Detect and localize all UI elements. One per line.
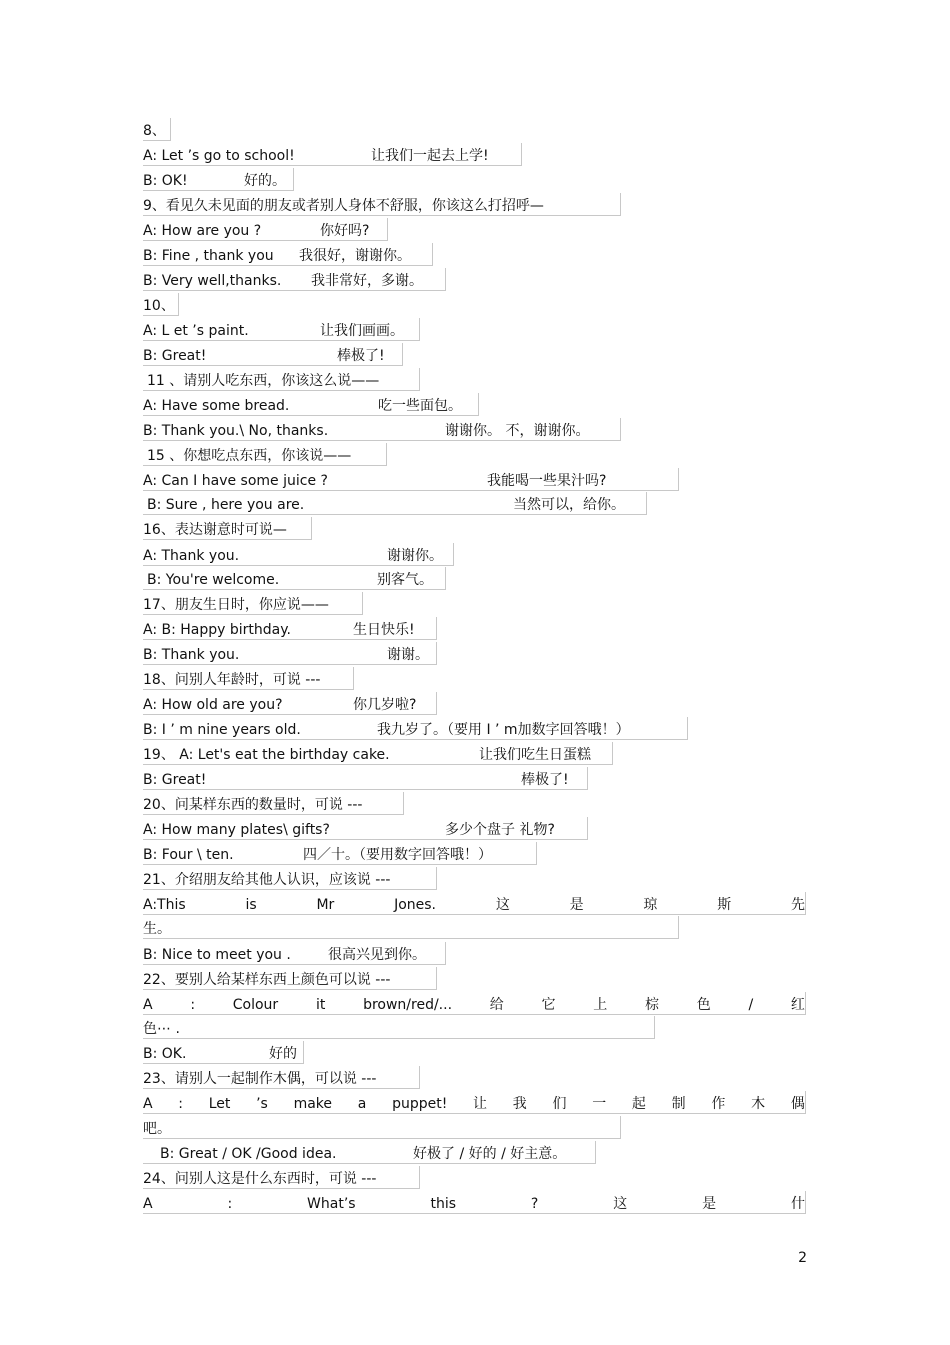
word: puppet!: [392, 1096, 448, 1112]
heading-text: 9、看见久未见面的朋友或者别人身体不舒服，你该这么打招呼—: [143, 198, 544, 214]
word: ’s: [256, 1096, 268, 1112]
english-text: B: Great!: [143, 348, 207, 364]
word: 红: [790, 997, 805, 1013]
heading-text: 8、: [143, 123, 166, 139]
english-text: B: I ’ m nine years old.: [143, 722, 301, 738]
word: :: [190, 997, 196, 1013]
english-text: B: Very well,thanks.: [143, 273, 282, 289]
chinese-text: 我很好，谢谢你。: [299, 248, 411, 264]
word: What’s: [307, 1196, 356, 1212]
word: 是: [702, 1196, 717, 1212]
english-text: A: How old are you?: [143, 697, 283, 713]
word: A:This: [143, 897, 186, 913]
heading-text: 23、请别人一起制作木偶，可以说 ---: [143, 1071, 377, 1087]
chinese-text: 让我们画画。: [320, 323, 404, 339]
chinese-text: 棒极了!: [521, 772, 569, 788]
english-text: B: OK.: [143, 1046, 187, 1062]
english-text: A: Thank you.: [143, 548, 240, 564]
word: 这: [613, 1196, 628, 1212]
english-text: B: Thank you.\ No, thanks.: [143, 423, 329, 439]
word: a: [357, 1096, 367, 1112]
word: Let: [208, 1096, 231, 1112]
chinese-text: 吧。: [143, 1121, 171, 1137]
english-text: A: Can I have some juice ?: [143, 473, 328, 489]
word: :: [227, 1196, 233, 1212]
word: 我: [512, 1096, 527, 1112]
chinese-text: 谢谢。: [387, 647, 429, 663]
chinese-text: 谢谢你。: [387, 548, 443, 564]
word: 作: [711, 1096, 726, 1112]
word: 琼: [643, 897, 658, 913]
heading-text: 24、问别人这是什么东西时，可说 ---: [143, 1171, 377, 1187]
word: :: [178, 1096, 184, 1112]
word: 制: [671, 1096, 686, 1112]
heading-text: 18、问别人年龄时，可说 ---: [143, 672, 321, 688]
chinese-text: 谢谢你。 不，谢谢你。: [445, 423, 590, 439]
word: make: [293, 1096, 333, 1112]
english-text: B: Thank you.: [143, 647, 240, 663]
word: 给: [489, 997, 504, 1013]
chinese-text: 我能喝一些果汁吗?: [487, 473, 607, 489]
word: 它: [541, 997, 556, 1013]
english-text: A: L et ’s paint.: [143, 323, 249, 339]
english-text: B: You're welcome.: [147, 572, 280, 588]
heading-text: 20、问某样东西的数量时，可说 ---: [143, 797, 363, 813]
chinese-text: 当然可以，给你。: [513, 497, 625, 513]
english-text: B: Great / OK /Good idea.: [160, 1146, 337, 1162]
english-text: A: Have some bread.: [143, 398, 290, 414]
heading-text: 11 、请别人吃东西，你该这么说——: [147, 373, 380, 389]
word: /: [748, 997, 754, 1013]
chinese-text: 棒极了!: [337, 348, 385, 364]
chinese-text: 我九岁了。（要用 I ’ m加数字回答哦！）: [377, 722, 630, 738]
chinese-text: 好极了 / 好的 / 好主意。: [413, 1146, 567, 1162]
word: 棕: [644, 997, 659, 1013]
chinese-text: 你几岁啦?: [353, 697, 417, 713]
chinese-text: 生。: [143, 921, 171, 937]
chinese-text: 让我们吃生日蛋糕: [479, 747, 591, 763]
english-text: B: Nice to meet you .: [143, 947, 291, 963]
chinese-text: 色⋯ .: [143, 1021, 180, 1037]
word: 偶: [790, 1096, 805, 1112]
word: ?: [530, 1196, 539, 1212]
word: 这: [495, 897, 510, 913]
word: 们: [552, 1096, 567, 1112]
word: this: [430, 1196, 456, 1212]
english-text: B: OK!: [143, 173, 188, 189]
word: Jones.: [394, 897, 437, 913]
word: it: [315, 997, 326, 1013]
chinese-text: 我非常好，多谢。: [311, 273, 423, 289]
english-text: B: Fine , thank you: [143, 248, 274, 264]
english-text: A: B: Happy birthday.: [143, 622, 291, 638]
chinese-text: 你好吗?: [320, 223, 370, 239]
word: 斯: [717, 897, 732, 913]
english-text: A: Let ’s go to school!: [143, 148, 295, 164]
heading-text: 17、朋友生日时，你应说——: [143, 597, 329, 613]
word: 先: [791, 897, 805, 913]
word: 让: [473, 1096, 488, 1112]
word: 一: [592, 1096, 607, 1112]
word: 木: [751, 1096, 766, 1112]
english-text: B: Great!: [143, 772, 207, 788]
word: 是: [569, 897, 584, 913]
chinese-text: 让我们一起去上学!: [371, 148, 489, 164]
page-number: 2: [798, 1250, 807, 1266]
word: A: [143, 1196, 153, 1212]
word: Colour: [232, 997, 279, 1013]
word: 上: [593, 997, 608, 1013]
chinese-text: 四／十。（要用数字回答哦！）: [303, 847, 492, 863]
word: Mr: [316, 897, 335, 913]
word: A: [143, 1096, 153, 1112]
heading-text: 21、介绍朋友给其他人认识，应该说 ---: [143, 872, 391, 888]
chinese-text: 别客气。: [377, 572, 433, 588]
english-text: 19、 A: Let's eat the birthday cake.: [143, 747, 390, 763]
english-text: B: Four \ ten.: [143, 847, 234, 863]
heading-text: 15 、你想吃点东西，你该说——: [147, 448, 352, 464]
heading-text: 22、要别人给某样东西上颜色可以说 ---: [143, 972, 391, 988]
word: brown/red/...: [363, 997, 453, 1013]
chinese-text: 好的: [269, 1046, 297, 1062]
word: A: [143, 997, 153, 1013]
heading-text: 10、: [143, 298, 175, 314]
heading-text: 16、表达谢意时可说—: [143, 522, 287, 538]
word: 什: [790, 1196, 805, 1212]
chinese-text: 很高兴见到你。: [328, 947, 426, 963]
chinese-text: 生日快乐!: [353, 622, 415, 638]
english-text: A: How are you ?: [143, 223, 262, 239]
word: is: [245, 897, 257, 913]
chinese-text: 吃一些面包。: [378, 398, 462, 414]
word: 起: [631, 1096, 646, 1112]
chinese-text: 多少个盘子 礼物?: [445, 822, 555, 838]
word: 色: [696, 997, 711, 1013]
english-text: B: Sure , here you are.: [147, 497, 305, 513]
english-text: A: How many plates\ gifts?: [143, 822, 330, 838]
chinese-text: 好的。: [244, 173, 286, 189]
